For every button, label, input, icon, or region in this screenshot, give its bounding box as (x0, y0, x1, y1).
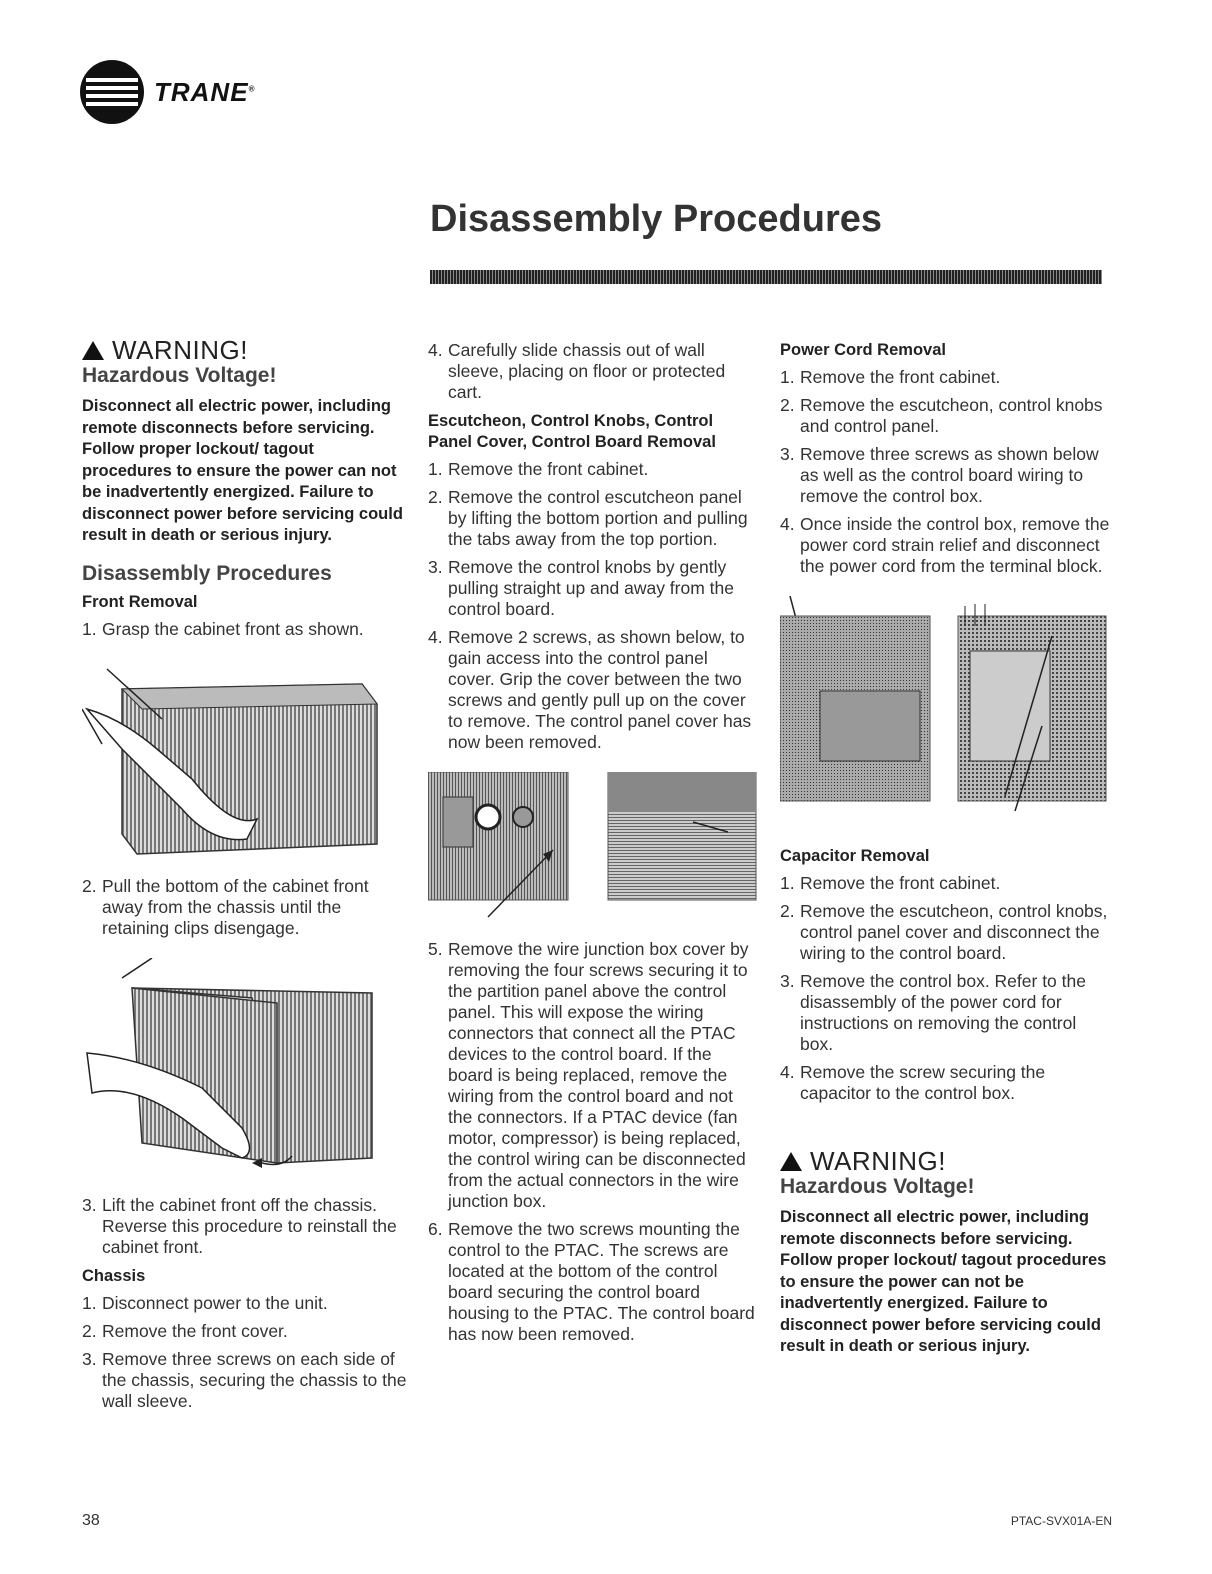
warning-triangle-icon (780, 1152, 802, 1171)
warning-subtitle: Hazardous Voltage! (780, 1175, 975, 1198)
list-item: 5. Remove the wire junction box cover by removing the four screws securing it to the partition panel above the control panel. This will expose the wiring connectors that connect all the PTAC devices to the control board. If the board is being replaced, remove the wiring from the control board and not the connectors. If a PTAC device (fan motor, compressor) is being replaced, the control wiring can be disconnected from the actual connectors in the wire junction box. (428, 939, 749, 1211)
warning-body: Disconnect all electric power, including remote disconnects before servicing. Follow proper lockout/ tagout procedures to ensure the power can not be inadvertently energized. Failure to disconnect power before servicing could result in death or serious injury. (780, 1208, 1107, 1355)
title-rule (430, 270, 1102, 284)
list-item: 1. Remove the front cabinet. (780, 873, 1001, 893)
list-item: 4. Once inside the control box, remove the power cord strain relief and disconnect the power cord from the terminal block. (780, 514, 1110, 576)
list-item: 2. Remove the control escutcheon panel by lifting the bottom portion and pulling the tabs away from the top portion. (428, 487, 748, 549)
warning-title: WARNING! (82, 340, 407, 361)
cabinet-pull-illustration (82, 958, 382, 1178)
chassis-steps-continued (428, 340, 758, 403)
list-item: 3. Remove the control box. Refer to the disassembly of the power cord for instructions on removing the control box. (780, 971, 1086, 1054)
list-item: 2. Remove the escutcheon, control knobs and control panel. (780, 395, 1103, 436)
column-left (82, 335, 407, 1419)
chassis-steps (82, 1293, 407, 1412)
warning-title: WARNING! (780, 1151, 1110, 1172)
front-removal-steps-3 (82, 1195, 407, 1258)
control-panel-photos (428, 772, 758, 922)
list-item: 4. Remove 2 screws, as shown below, to gain access into the control panel cover. Grip the cover between the two screws and gently pull up on the cover to remove. The control panel cover has now been removed. (428, 627, 752, 752)
warning-triangle-icon (82, 341, 104, 360)
list-item: 1. Grasp the cabinet front as shown. (82, 618, 364, 639)
list-item: 4. Remove the screw securing the capacitor to the control box. (780, 1062, 1046, 1103)
section-title: Disassembly Procedures (82, 561, 332, 585)
page-number: 38 (82, 1512, 100, 1529)
list-item: 6. Remove the two screws mounting the control to the PTAC. The screws are located at the bottom of the control board securing the control board housing to the PTAC. The control board has now been removed. (428, 1219, 755, 1344)
list-item: 2. Pull the bottom of the cabinet front away from the chassis until the retaining clips disengage. (82, 875, 369, 938)
list-item: 4. Carefully slide chassis out of wall sleeve, placing on floor or protected cart. (428, 340, 726, 402)
front-removal-steps (82, 619, 407, 640)
escutcheon-steps-continued (428, 939, 758, 1345)
capacitor-steps (780, 873, 1110, 1104)
trane-logo-icon (80, 60, 144, 124)
escutcheon-steps (428, 459, 758, 753)
list-item: 3. Remove three screws on each side of the chassis, securing the chassis to the wall sleeve. (82, 1348, 407, 1411)
escutcheon-heading: Escutcheon, Control Knobs, Control Panel Cover, Control Board Removal (428, 412, 716, 451)
front-removal-heading: Front Removal (82, 592, 198, 611)
column-middle (428, 340, 758, 1352)
list-item: 1. Remove the front cabinet. (428, 459, 649, 479)
chassis-heading: Chassis (82, 1266, 146, 1285)
list-item: 3. Lift the cabinet front off the chassis. Reverse this procedure to reinstall the cabinet front. (82, 1194, 397, 1257)
page-title: Disassembly Procedures (430, 198, 883, 240)
list-item: 2. Remove the escutcheon, control knobs, control panel cover and disconnect the wiring to the control board. (780, 901, 1108, 963)
list-item: 1. Disconnect power to the unit. (82, 1292, 328, 1313)
warning-body: Disconnect all electric power, including remote disconnects before servicing. Follow proper lockout/ tagout procedures to ensure the power can not be inadvertently energized. Failure to disconnect power before servicing could result in death or serious injury. (82, 397, 403, 544)
brand-name: TRANE® (154, 76, 256, 107)
power-cord-heading: Power Cord Removal (780, 341, 946, 359)
front-removal-steps-2 (82, 876, 407, 939)
list-item: 3. Remove three screws as shown below as well as the control board wiring to remove the control box. (780, 444, 1099, 506)
column-right (780, 340, 1110, 1358)
control-box-photos (780, 596, 1110, 821)
trane-logo (80, 60, 255, 124)
list-item: 2. Remove the front cover. (82, 1320, 288, 1341)
cabinet-grasp-illustration (82, 659, 382, 859)
capacitor-heading: Capacitor Removal (780, 847, 930, 865)
warning-subtitle: Hazardous Voltage! (82, 364, 277, 387)
power-cord-steps (780, 367, 1110, 577)
list-item: 1. Remove the front cabinet. (780, 367, 1001, 387)
document-id: PTAC-SVX01A-EN (1010, 1514, 1112, 1528)
list-item: 3. Remove the control knobs by gently pulling straight up and away from the control board. (428, 557, 734, 619)
